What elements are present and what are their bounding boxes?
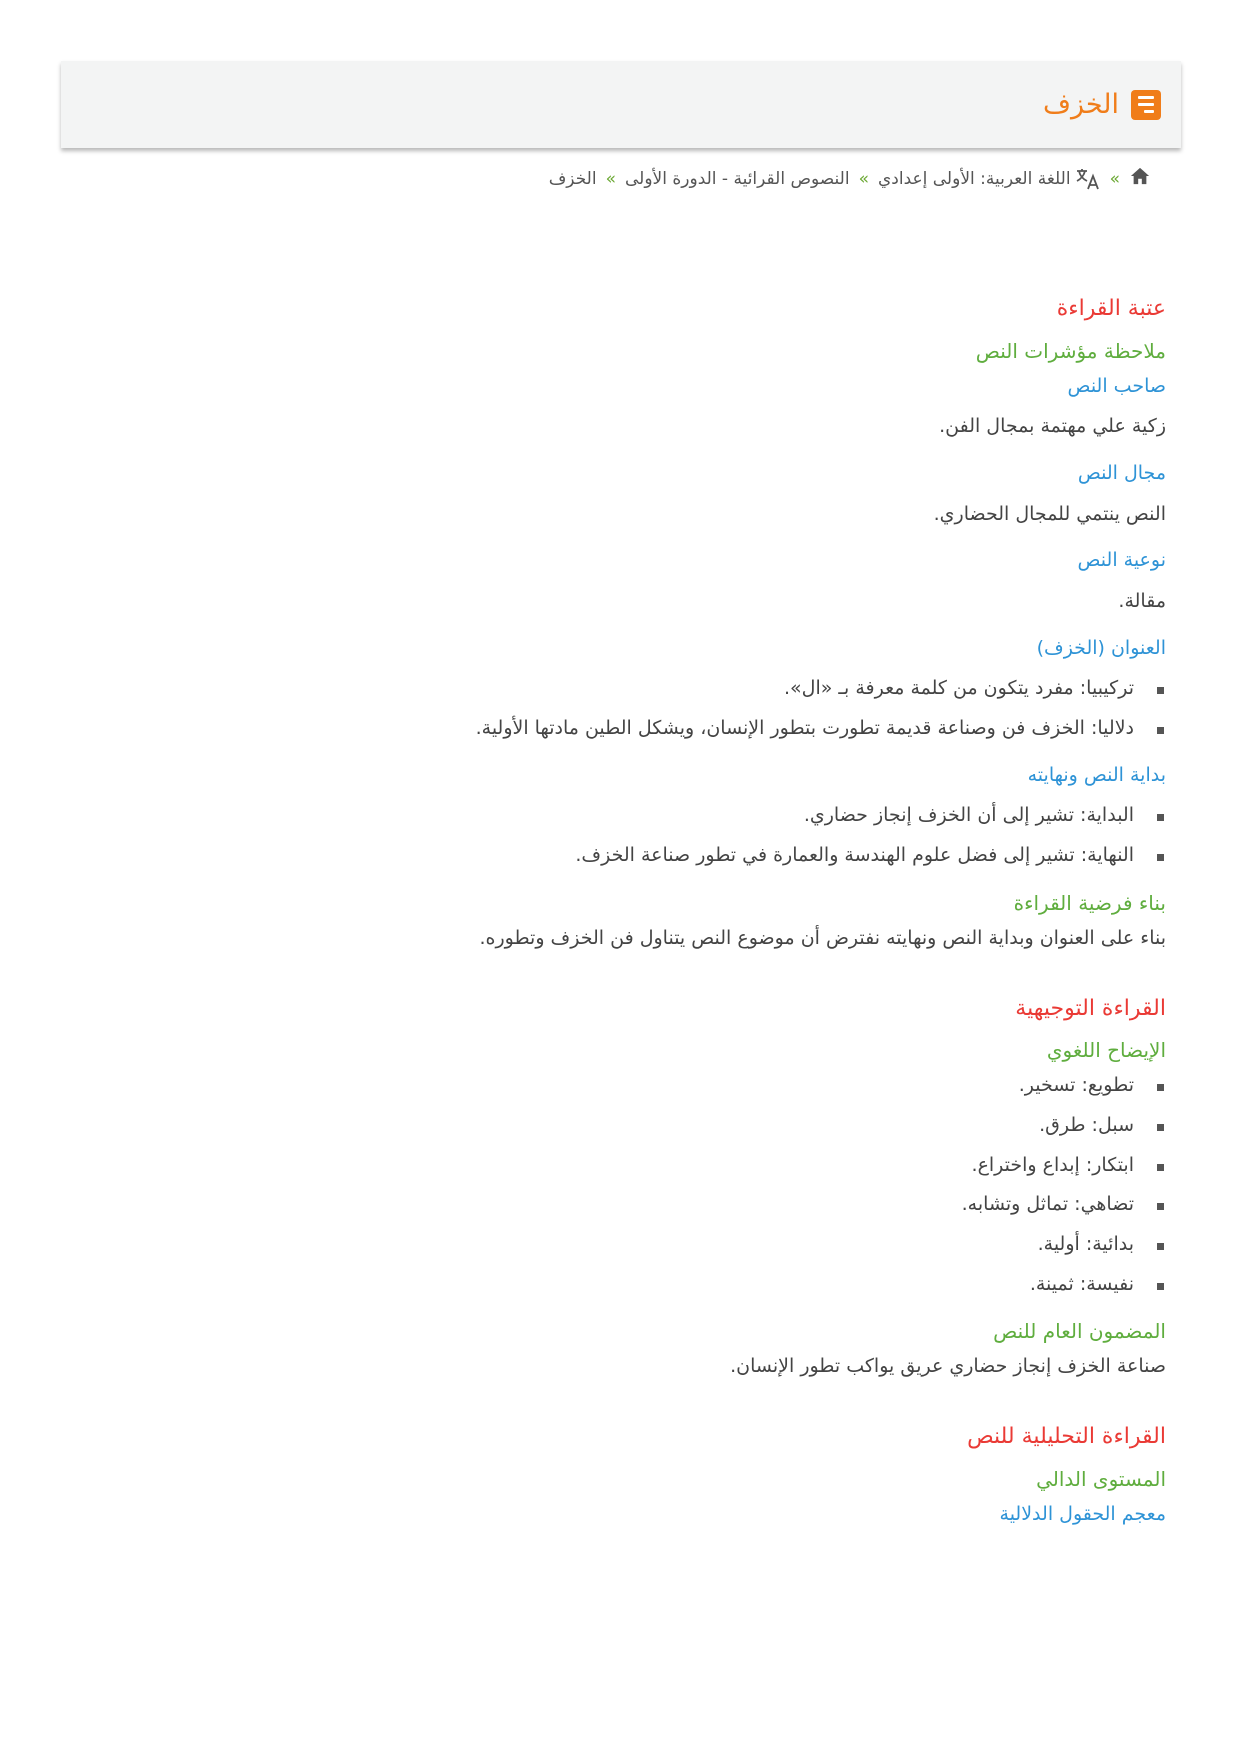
paragraph-general-theme: صناعة الخزف إنجاز حضاري عريق يواكب تطور الإنسان. [730, 1355, 1166, 1378]
heading-semantic-fields: معجم الحقول الدلالية [999, 1502, 1166, 1525]
title-analysis-list [166, 676, 1166, 740]
heading-title-analysis: العنوان (الخزف) [1036, 636, 1166, 659]
home-icon [1129, 166, 1151, 186]
lexical-list [166, 1073, 1166, 1296]
list-item: ابتكار: إبداع واختراع. [166, 1153, 1134, 1178]
breadcrumb-item-arabic-first-year[interactable] [878, 167, 1101, 191]
breadcrumb-item-reading-texts[interactable]: النصوص القرائية - الدورة الأولى [624, 168, 850, 189]
translate-icon [1075, 167, 1101, 191]
section-title-guided-reading: القراءة التوجيهية [1015, 995, 1166, 1021]
breadcrumb-item-current: الخزف [548, 168, 597, 189]
subsection-title-hypothesis: بناء فرضية القراءة [1013, 890, 1166, 915]
list-item: دلاليا: الخزف فن وصناعة قديمة تطورت بتطور الإنسان، ويشكل الطين مادتها الأولية. [166, 716, 1134, 741]
document-icon [1131, 90, 1161, 120]
breadcrumb-separator: » [1109, 168, 1120, 189]
title-bar [61, 61, 1181, 148]
section-title-reading-threshold: عتبة القراءة [1056, 296, 1166, 321]
paragraph-text-type: مقالة. [1118, 590, 1166, 613]
list-item: تطويع: تسخير. [166, 1073, 1134, 1098]
subsection-title-general-theme: المضمون العام للنص [993, 1319, 1166, 1344]
heading-text-type: نوعية النص [1077, 549, 1166, 572]
breadcrumb-home[interactable] [1129, 166, 1151, 191]
paragraph-text-author: زكية علي مهتمة بمجال الفن. [939, 415, 1166, 438]
start-end-list [166, 803, 1166, 867]
heading-start-end: بداية النص ونهايته [1027, 763, 1166, 786]
heading-text-author: صاحب النص [1067, 374, 1166, 397]
list-item: النهاية: تشير إلى فضل علوم الهندسة والعمارة في تطور صناعة الخزف. [166, 843, 1134, 868]
paragraph-text-field: النص ينتمي للمجال الحضاري. [933, 502, 1166, 525]
list-item: تركيبيا: مفرد يتكون من كلمة معرفة بـ «ال». [166, 676, 1134, 701]
list-item: تضاهي: تماثل وتشابه. [166, 1192, 1134, 1217]
paragraph-hypothesis: بناء على العنوان وبداية النص ونهايته نفترض أن موضوع النص يتناول فن الخزف وتطوره. [479, 926, 1166, 949]
list-item: بدائية: أولية. [166, 1232, 1134, 1257]
section-title-analytical-reading: القراءة التحليلية للنص [967, 1423, 1166, 1449]
page-title: الخزف [1042, 89, 1119, 120]
breadcrumb-separator: » [858, 168, 869, 189]
article-content [166, 295, 1166, 1542]
subsection-title-lexical: الإيضاح اللغوي [1046, 1038, 1166, 1063]
list-item: سبل: طرق. [166, 1113, 1134, 1138]
breadcrumb [549, 166, 1151, 191]
heading-text-field: مجال النص [1077, 461, 1166, 484]
breadcrumb-item-label: اللغة العربية: الأولى إعدادي [877, 168, 1071, 189]
subsection-title-semantic-level: المستوى الدالي [1036, 1466, 1166, 1491]
breadcrumb-separator: » [605, 168, 616, 189]
list-item: البداية: تشير إلى أن الخزف إنجاز حضاري. [166, 803, 1134, 828]
list-item: نفيسة: ثمينة. [166, 1272, 1134, 1297]
subsection-title-text-indicators: ملاحظة مؤشرات النص [975, 338, 1166, 363]
